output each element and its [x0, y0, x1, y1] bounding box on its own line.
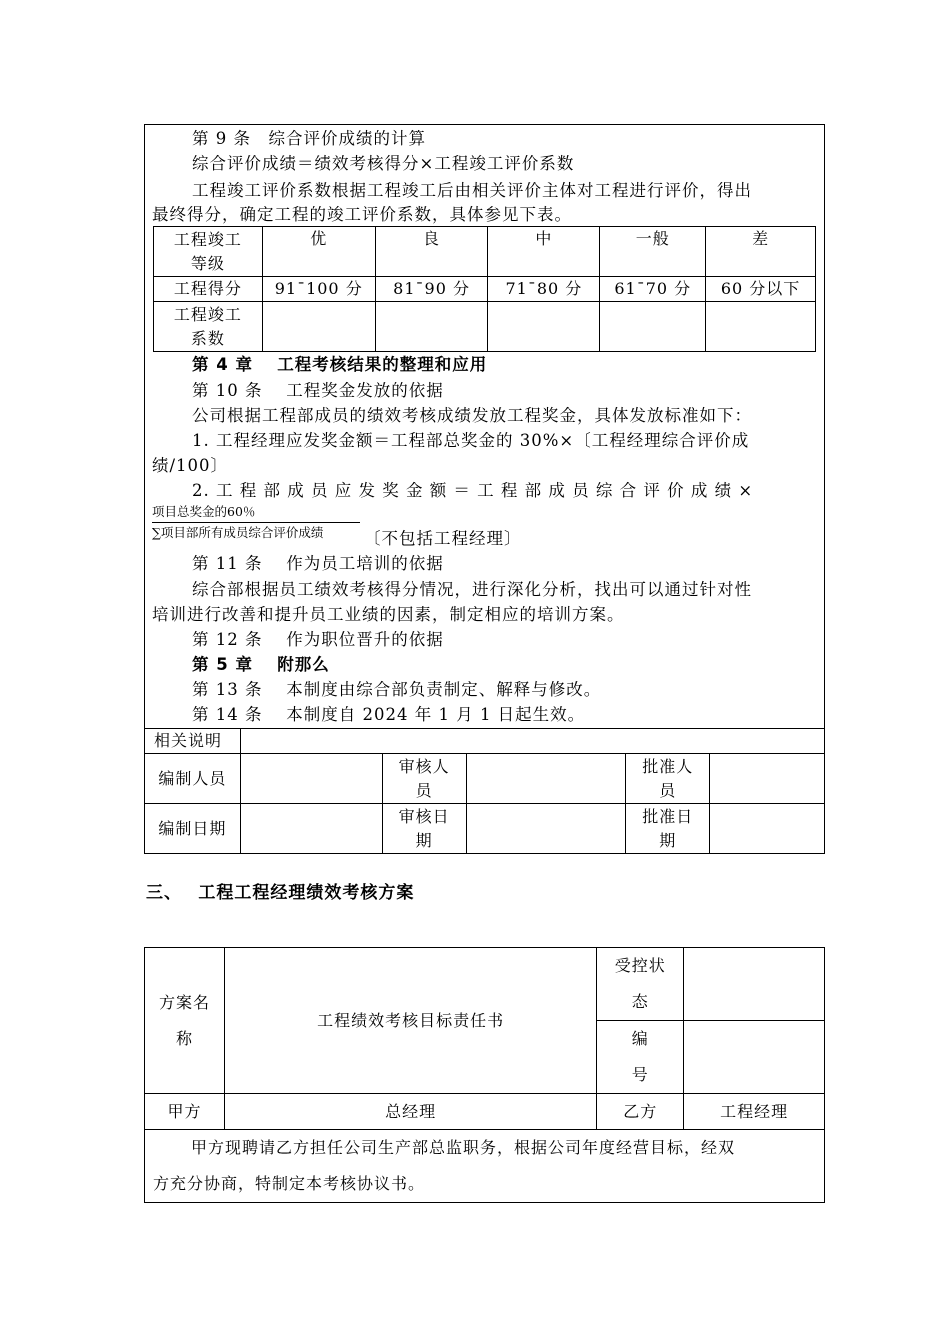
party-b-label: 乙方: [597, 1094, 684, 1130]
reviewer-value: [466, 754, 626, 804]
article13: 第 13 条 本制度由综合部负责制定、解释与修改。: [192, 680, 602, 699]
article14: 第 14 条 本制度自 2024 年 1 月 1 日起生效。: [192, 705, 586, 724]
compile-date-label: 编制日期: [145, 804, 241, 854]
agreement-intro-line1: 甲方现聘请乙方担任公司生产部总监职务，根据公司年度经营目标，经双: [191, 1138, 736, 1157]
article10-para: 公司根据工程部成员的绩效考核成绩发放工程奖金，具体发放标准如下：: [192, 406, 752, 425]
plan-name-label: 方案名 称: [145, 948, 225, 1094]
compile-date-value: [240, 804, 382, 854]
coefficient-cell: [706, 302, 816, 352]
section3-heading: 三、 工程工程经理绩效考核方案: [146, 883, 415, 903]
coefficient-cell: [375, 302, 488, 352]
article9-formula: 综合评价成绩＝绩效考核得分×工程竣工评价系数: [192, 154, 575, 173]
compiler-label: 编制人员: [145, 754, 241, 804]
chapter4-title: 第 4 章 工程考核结果的整理和应用: [192, 355, 488, 374]
score-medium: 71¯80 分: [488, 277, 600, 302]
grade-table: [153, 226, 816, 352]
article10-item2: 2. 工 程 部 成 员 应 发 奖 金 额 ＝ 工 程 部 成 员 综 合 评 价 成 绩 ×: [192, 481, 754, 500]
agreement-intro-line2: 方充分协商，特制定本考核协议书。: [153, 1174, 426, 1193]
grade-poor: 差: [706, 227, 816, 277]
article11-para-line2: 培训进行改善和提升员工业绩的因素，制定相应的培训方案。: [152, 605, 625, 624]
article9-title: 第 9 条 综合评价成绩的计算: [192, 129, 426, 148]
signoff-table: [144, 728, 825, 854]
fraction-note: 〔不包括工程经理〕: [364, 529, 522, 548]
approver-value: [710, 754, 825, 804]
grade-fair: 一般: [600, 227, 706, 277]
grade-label: 工程竣工 等级: [154, 227, 263, 277]
score-fair: 61¯70 分: [600, 277, 706, 302]
article11-title: 第 11 条 作为员工培训的依据: [192, 554, 444, 573]
fraction-numerator: 项目总奖金的60％: [152, 504, 256, 519]
agreement-intro: [145, 1130, 825, 1203]
score-poor: 60 分以下: [706, 277, 816, 302]
number-value: [684, 1021, 825, 1094]
article9-desc-line2: 最终得分，确定工程的竣工评价系数，具体参见下表。: [152, 205, 572, 224]
fraction-bar: [152, 522, 360, 523]
article12-title: 第 12 条 作为职位晋升的依据: [192, 630, 444, 649]
number-label: 编 号: [597, 1021, 684, 1094]
approve-date-label: 批准日 期: [626, 804, 710, 854]
approve-date-value: [710, 804, 825, 854]
grade-medium: 中: [488, 227, 600, 277]
score-good: 81¯90 分: [375, 277, 488, 302]
grade-excellent: 优: [262, 227, 375, 277]
approver-label: 批准人 员: [626, 754, 710, 804]
review-date-value: [466, 804, 626, 854]
fraction-denominator: ∑项目部所有成员综合评价成绩: [152, 525, 324, 540]
coefficient-cell: [488, 302, 600, 352]
related-notes-label: 相关说明: [145, 729, 241, 754]
compiler-value: [240, 754, 382, 804]
related-notes-value: [240, 729, 824, 754]
coefficient-label: 工程竣工 系数: [154, 302, 263, 352]
party-a-value: 总经理: [224, 1094, 596, 1130]
plan-table: [144, 947, 825, 1203]
article10-title: 第 10 条 工程奖金发放的依据: [192, 381, 444, 400]
article10-item1-line1: 1. 工程经理应发奖金额＝工程部总奖金的 30%×〔工程经理综合评价成: [192, 431, 750, 450]
coefficient-cell: [262, 302, 375, 352]
article11-para-line1: 综合部根据员工绩效考核得分情况，进行深化分析，找出可以通过针对性: [192, 580, 752, 599]
article9-desc-line1: 工程竣工评价系数根据工程竣工后由相关评价主体对工程进行评价，得出: [192, 181, 752, 200]
plan-name-value: 工程绩效考核目标责任书: [224, 948, 596, 1094]
coefficient-cell: [600, 302, 706, 352]
party-b-value: 工程经理: [684, 1094, 825, 1130]
party-a-label: 甲方: [145, 1094, 225, 1130]
chapter5-title: 第 5 章 附那么: [192, 655, 330, 674]
article10-item1-line2: 绩/100〕: [152, 456, 229, 475]
score-excellent: 91¯100 分: [262, 277, 375, 302]
control-status-label: 受控状 态: [597, 948, 684, 1021]
control-status-value: [684, 948, 825, 1021]
score-label: 工程得分: [154, 277, 263, 302]
review-date-label: 审核日 期: [382, 804, 466, 854]
reviewer-label: 审核人 员: [382, 754, 466, 804]
grade-good: 良: [375, 227, 488, 277]
